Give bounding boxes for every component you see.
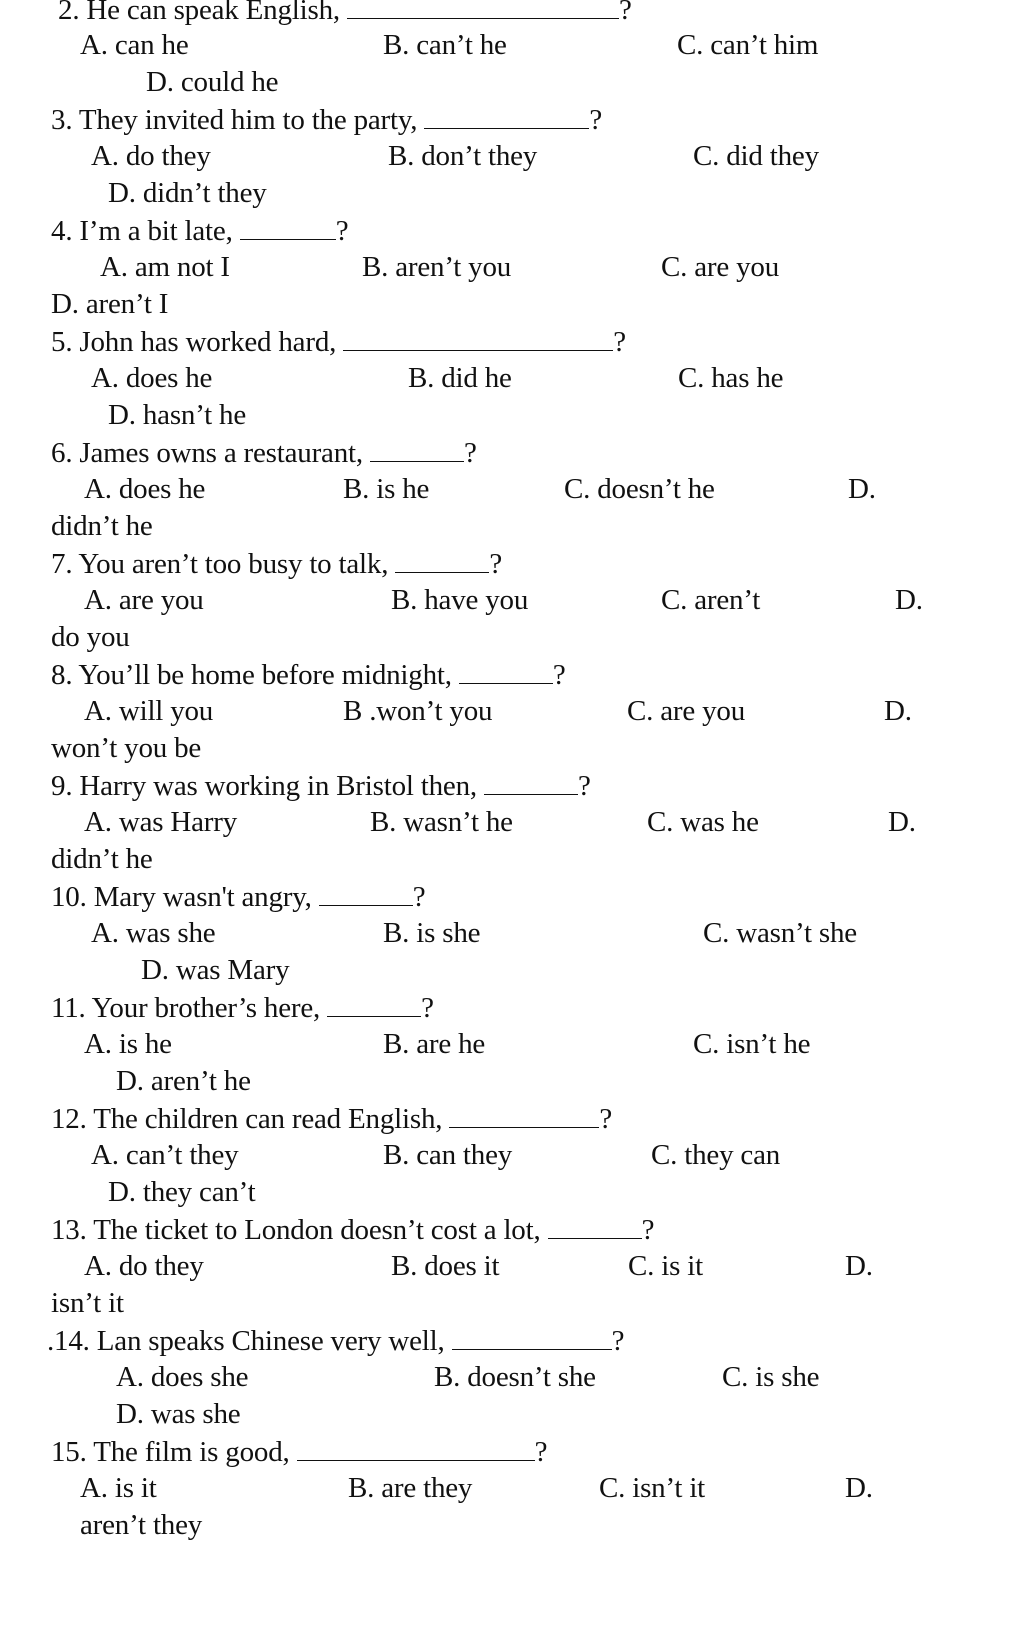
- answer-blank: [327, 990, 421, 1017]
- question-text: Harry was working in Bristol then,: [79, 770, 477, 802]
- option-c: C. wasn’t she: [703, 917, 857, 949]
- option-d: D. aren’t I: [51, 288, 169, 320]
- question-mark: ?: [611, 1325, 625, 1357]
- question-number: 11: [51, 992, 79, 1024]
- question-mark: ?: [464, 437, 477, 469]
- answer-blank: [319, 879, 413, 906]
- question-mark: ?: [613, 326, 626, 358]
- answer-blank: [395, 546, 489, 573]
- option-d-letter: D.: [895, 584, 923, 616]
- option-c: C. is it: [628, 1250, 703, 1282]
- option-b: B .won’t you: [343, 695, 493, 727]
- question-stem-10: 10. Mary wasn't angry, ?: [51, 881, 426, 913]
- option-d: D. hasn’t he: [108, 399, 247, 431]
- question-mark: ?: [552, 659, 566, 691]
- option-a: A. was Harry: [84, 806, 238, 838]
- option-a: A. can’t they: [91, 1139, 239, 1171]
- question-mark: ?: [335, 215, 349, 247]
- option-c: C. can’t him: [677, 29, 819, 61]
- option-a: A. will you: [84, 695, 214, 727]
- question-text: You aren’t too busy to talk,: [78, 548, 389, 580]
- option-b: B. are they: [348, 1472, 473, 1504]
- question-mark: ?: [641, 1214, 655, 1246]
- option-a: A. do they: [84, 1250, 204, 1282]
- question-text: Lan speaks Chinese very well,: [96, 1325, 445, 1357]
- option-d-letter: D.: [845, 1250, 873, 1282]
- question-text: I’m a bit late,: [79, 215, 233, 247]
- option-b: B. have you: [391, 584, 529, 616]
- question-text: They invited him to the party,: [78, 104, 418, 136]
- answer-blank: [484, 768, 578, 795]
- question-number: 7: [51, 548, 66, 580]
- option-a: A. do they: [91, 140, 211, 172]
- option-d: didn’t he: [51, 843, 153, 875]
- answer-blank: [297, 1434, 535, 1461]
- option-d-letter: D.: [848, 473, 876, 505]
- question-number: 8: [51, 659, 66, 691]
- question-stem-7: 7. You aren’t too busy to talk, ?: [51, 548, 502, 580]
- option-d-letter: D.: [888, 806, 916, 838]
- answer-blank: [424, 102, 589, 129]
- option-d: didn’t he: [51, 510, 153, 542]
- option-b: B. does it: [391, 1250, 500, 1282]
- option-c: C. was he: [647, 806, 759, 838]
- question-text: Mary wasn't angry,: [93, 881, 312, 913]
- question-mark: ?: [421, 992, 434, 1024]
- option-b: B. are he: [383, 1028, 486, 1060]
- answer-blank: [240, 213, 336, 240]
- option-c: C. aren’t: [661, 584, 761, 616]
- question-text: The film is good,: [93, 1436, 290, 1468]
- option-d: won’t you be: [51, 732, 202, 764]
- option-c: C. isn’t it: [599, 1472, 706, 1504]
- answer-blank: [370, 435, 464, 462]
- option-b: B. did he: [408, 362, 512, 394]
- option-a: A. does he: [84, 473, 206, 505]
- option-d: D. didn’t they: [108, 177, 267, 209]
- question-stem-9: 9. Harry was working in Bristol then, ?: [51, 770, 591, 802]
- option-c: C. are you: [661, 251, 779, 283]
- question-number: 15: [51, 1436, 80, 1468]
- question-text: The ticket to London doesn’t cost a lot,: [93, 1214, 541, 1246]
- answer-blank: [343, 324, 613, 351]
- option-d-letter: D.: [845, 1472, 873, 1504]
- question-stem-11: 11. Your brother’s here, ?: [51, 992, 434, 1024]
- option-a: A. are you: [84, 584, 204, 616]
- option-b: B. can’t he: [383, 29, 507, 61]
- question-stem-13: 13. The ticket to London doesn’t cost a lot, ?: [51, 1214, 655, 1246]
- option-b: B. can they: [383, 1139, 513, 1171]
- answer-blank: [548, 1212, 642, 1239]
- option-c: C. has he: [678, 362, 784, 394]
- question-number: 6: [51, 437, 66, 469]
- question-stem-4: 4. I’m a bit late, ?: [51, 215, 349, 247]
- question-number: 2: [58, 0, 73, 26]
- option-d-letter: D.: [884, 695, 912, 727]
- option-a: A. is he: [84, 1028, 172, 1060]
- question-mark: ?: [534, 1436, 548, 1468]
- answer-blank: [449, 1101, 599, 1128]
- option-d: D. could he: [146, 66, 279, 98]
- question-number: 3: [51, 104, 66, 136]
- question-mark: ?: [589, 104, 603, 136]
- option-b: B. don’t they: [388, 140, 538, 172]
- question-text: Your brother’s here,: [91, 992, 321, 1024]
- question-mark: ?: [599, 1103, 613, 1135]
- option-c: C. are you: [627, 695, 745, 727]
- answer-blank: [452, 1323, 612, 1350]
- option-a: A. is it: [80, 1472, 157, 1504]
- option-b: B. is he: [343, 473, 430, 505]
- option-a: A. does she: [116, 1361, 249, 1393]
- question-number: .14: [47, 1325, 83, 1357]
- question-number: 9: [51, 770, 66, 802]
- option-b: B. aren’t you: [362, 251, 512, 283]
- question-text: You’ll be home before midnight,: [78, 659, 452, 691]
- question-mark: ?: [489, 548, 502, 580]
- answer-blank: [347, 0, 619, 19]
- question-stem-14: .14. Lan speaks Chinese very well, ?: [47, 1325, 625, 1357]
- option-a: A. does he: [91, 362, 213, 394]
- question-number: 13: [51, 1214, 80, 1246]
- question-stem-5: 5. John has worked hard, ?: [51, 326, 626, 358]
- option-d: aren’t they: [80, 1509, 203, 1541]
- question-number: 12: [51, 1103, 80, 1135]
- question-stem-15: 15. The film is good, ?: [51, 1436, 548, 1468]
- question-text: The children can read English,: [93, 1103, 443, 1135]
- option-d: D. was she: [116, 1398, 241, 1430]
- question-mark: ?: [619, 0, 632, 26]
- option-d: do you: [51, 621, 130, 653]
- question-mark: ?: [578, 770, 591, 802]
- option-c: C. isn’t he: [693, 1028, 811, 1060]
- option-c: C. is she: [722, 1361, 820, 1393]
- question-text: He can speak English,: [86, 0, 340, 26]
- question-text: John has worked hard,: [79, 326, 337, 358]
- question-stem-6: 6. James owns a restaurant, ?: [51, 437, 477, 469]
- question-stem-2: 2. He can speak English, ?: [58, 0, 632, 27]
- question-mark: ?: [412, 881, 426, 913]
- question-stem-12: 12. The children can read English, ?: [51, 1103, 613, 1135]
- option-d: D. aren’t he: [116, 1065, 251, 1097]
- option-b: B. doesn’t she: [434, 1361, 596, 1393]
- question-stem-3: 3. They invited him to the party, ?: [51, 104, 603, 136]
- option-d: D. they can’t: [108, 1176, 256, 1208]
- option-d: isn’t it: [51, 1287, 124, 1319]
- question-stem-8: 8. You’ll be home before midnight, ?: [51, 659, 566, 691]
- option-c: C. did they: [693, 140, 819, 172]
- answer-blank: [459, 657, 553, 684]
- question-number: 5: [51, 326, 66, 358]
- option-a: A. can he: [80, 29, 189, 61]
- question-text: James owns a restaurant,: [79, 437, 363, 469]
- option-d: D. was Mary: [141, 954, 290, 986]
- question-number: 4: [51, 215, 66, 247]
- option-a: A. was she: [91, 917, 216, 949]
- option-a: A. am not I: [100, 251, 230, 283]
- question-number: 10: [51, 881, 80, 913]
- option-b: B. is she: [383, 917, 481, 949]
- option-c: C. they can: [651, 1139, 781, 1171]
- option-c: C. doesn’t he: [564, 473, 715, 505]
- option-b: B. wasn’t he: [370, 806, 513, 838]
